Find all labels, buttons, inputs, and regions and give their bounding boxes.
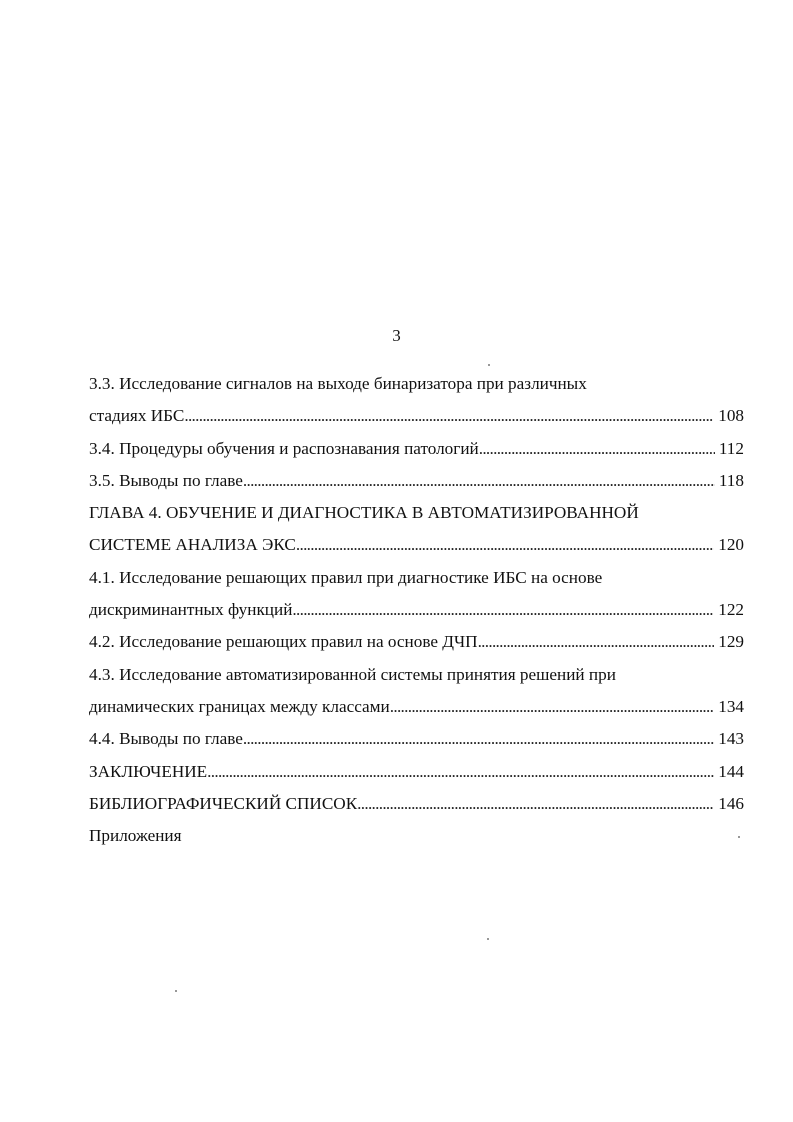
toc-entry-text: 4.4. Выводы по главе [89,729,243,749]
toc-page-number: 143 [718,729,744,749]
toc-chapter-heading: ГЛАВА 4. ОБУЧЕНИЕ И ДИАГНОСТИКА В АВТОМАТИЗИРОВАННОЙ [89,503,639,523]
toc-line [89,404,744,436]
toc-line [89,630,744,662]
toc-entry-text: стадиях ИБС [89,406,185,426]
dot-leader [479,437,715,461]
toc-line [89,695,744,727]
toc-entry-text: динамических границах между классами [89,696,390,716]
speck [487,938,489,940]
toc-line [89,598,744,630]
toc-entry-text: 3.5. Выводы по главе [89,470,243,490]
toc-line [89,437,744,469]
toc-line [89,566,744,598]
speck [488,364,490,366]
toc-line [89,372,744,404]
dot-leader [478,630,715,654]
table-of-contents [89,372,744,856]
speck [738,836,740,838]
toc-line [89,760,744,792]
toc-page-number: 129 [718,632,744,652]
toc-entry-text: 3.3. Исследование сигналов на выходе бинаризатора при различных [89,374,587,393]
dot-leader [390,695,714,719]
toc-page-number: 108 [718,406,744,426]
dot-leader [243,469,715,493]
toc-page-number: 146 [718,793,744,813]
toc-line [89,792,744,824]
toc-entry-text: 4.2. Исследование решающих правил на основе ДЧП [89,632,478,652]
toc-entry-text: 4.3. Исследование автоматизированной системы принятия решений при [89,664,616,684]
toc-line [89,501,744,533]
toc-line [89,824,744,856]
toc-page-number: 118 [718,470,744,490]
dot-leader [292,598,714,622]
toc-line [89,727,744,759]
dot-leader [296,533,714,557]
toc-chapter-heading: СИСТЕМЕ АНАЛИЗА ЭКС [89,535,296,555]
dot-leader [207,760,714,784]
toc-line [89,469,744,501]
toc-page-number: 144 [718,761,744,781]
toc-line [89,533,744,565]
dot-leader [184,404,714,428]
toc-entry-text: Приложения [89,826,182,846]
toc-entry-text: дискриминантных функций [89,600,293,620]
toc-entry-text: 3.4. Процедуры обучения и распознавания патологий [89,438,479,458]
toc-line [89,663,744,695]
toc-entry-text: 4.1. Исследование решающих правил при диагностике ИБС на основе [89,567,603,587]
dot-leader [357,792,714,816]
toc-page-number: 122 [718,600,744,620]
toc-page-number: 134 [718,696,744,716]
toc-chapter-heading: ЗАКЛЮЧЕНИЕ [89,761,208,781]
toc-chapter-heading: БИБЛИОГРАФИЧЕСКИЙ СПИСОК [89,793,358,813]
toc-page-number: 120 [718,535,744,555]
dot-leader [243,727,714,751]
page-number: 3 [392,326,401,345]
toc-page-number: 112 [718,438,744,458]
speck [175,990,177,992]
